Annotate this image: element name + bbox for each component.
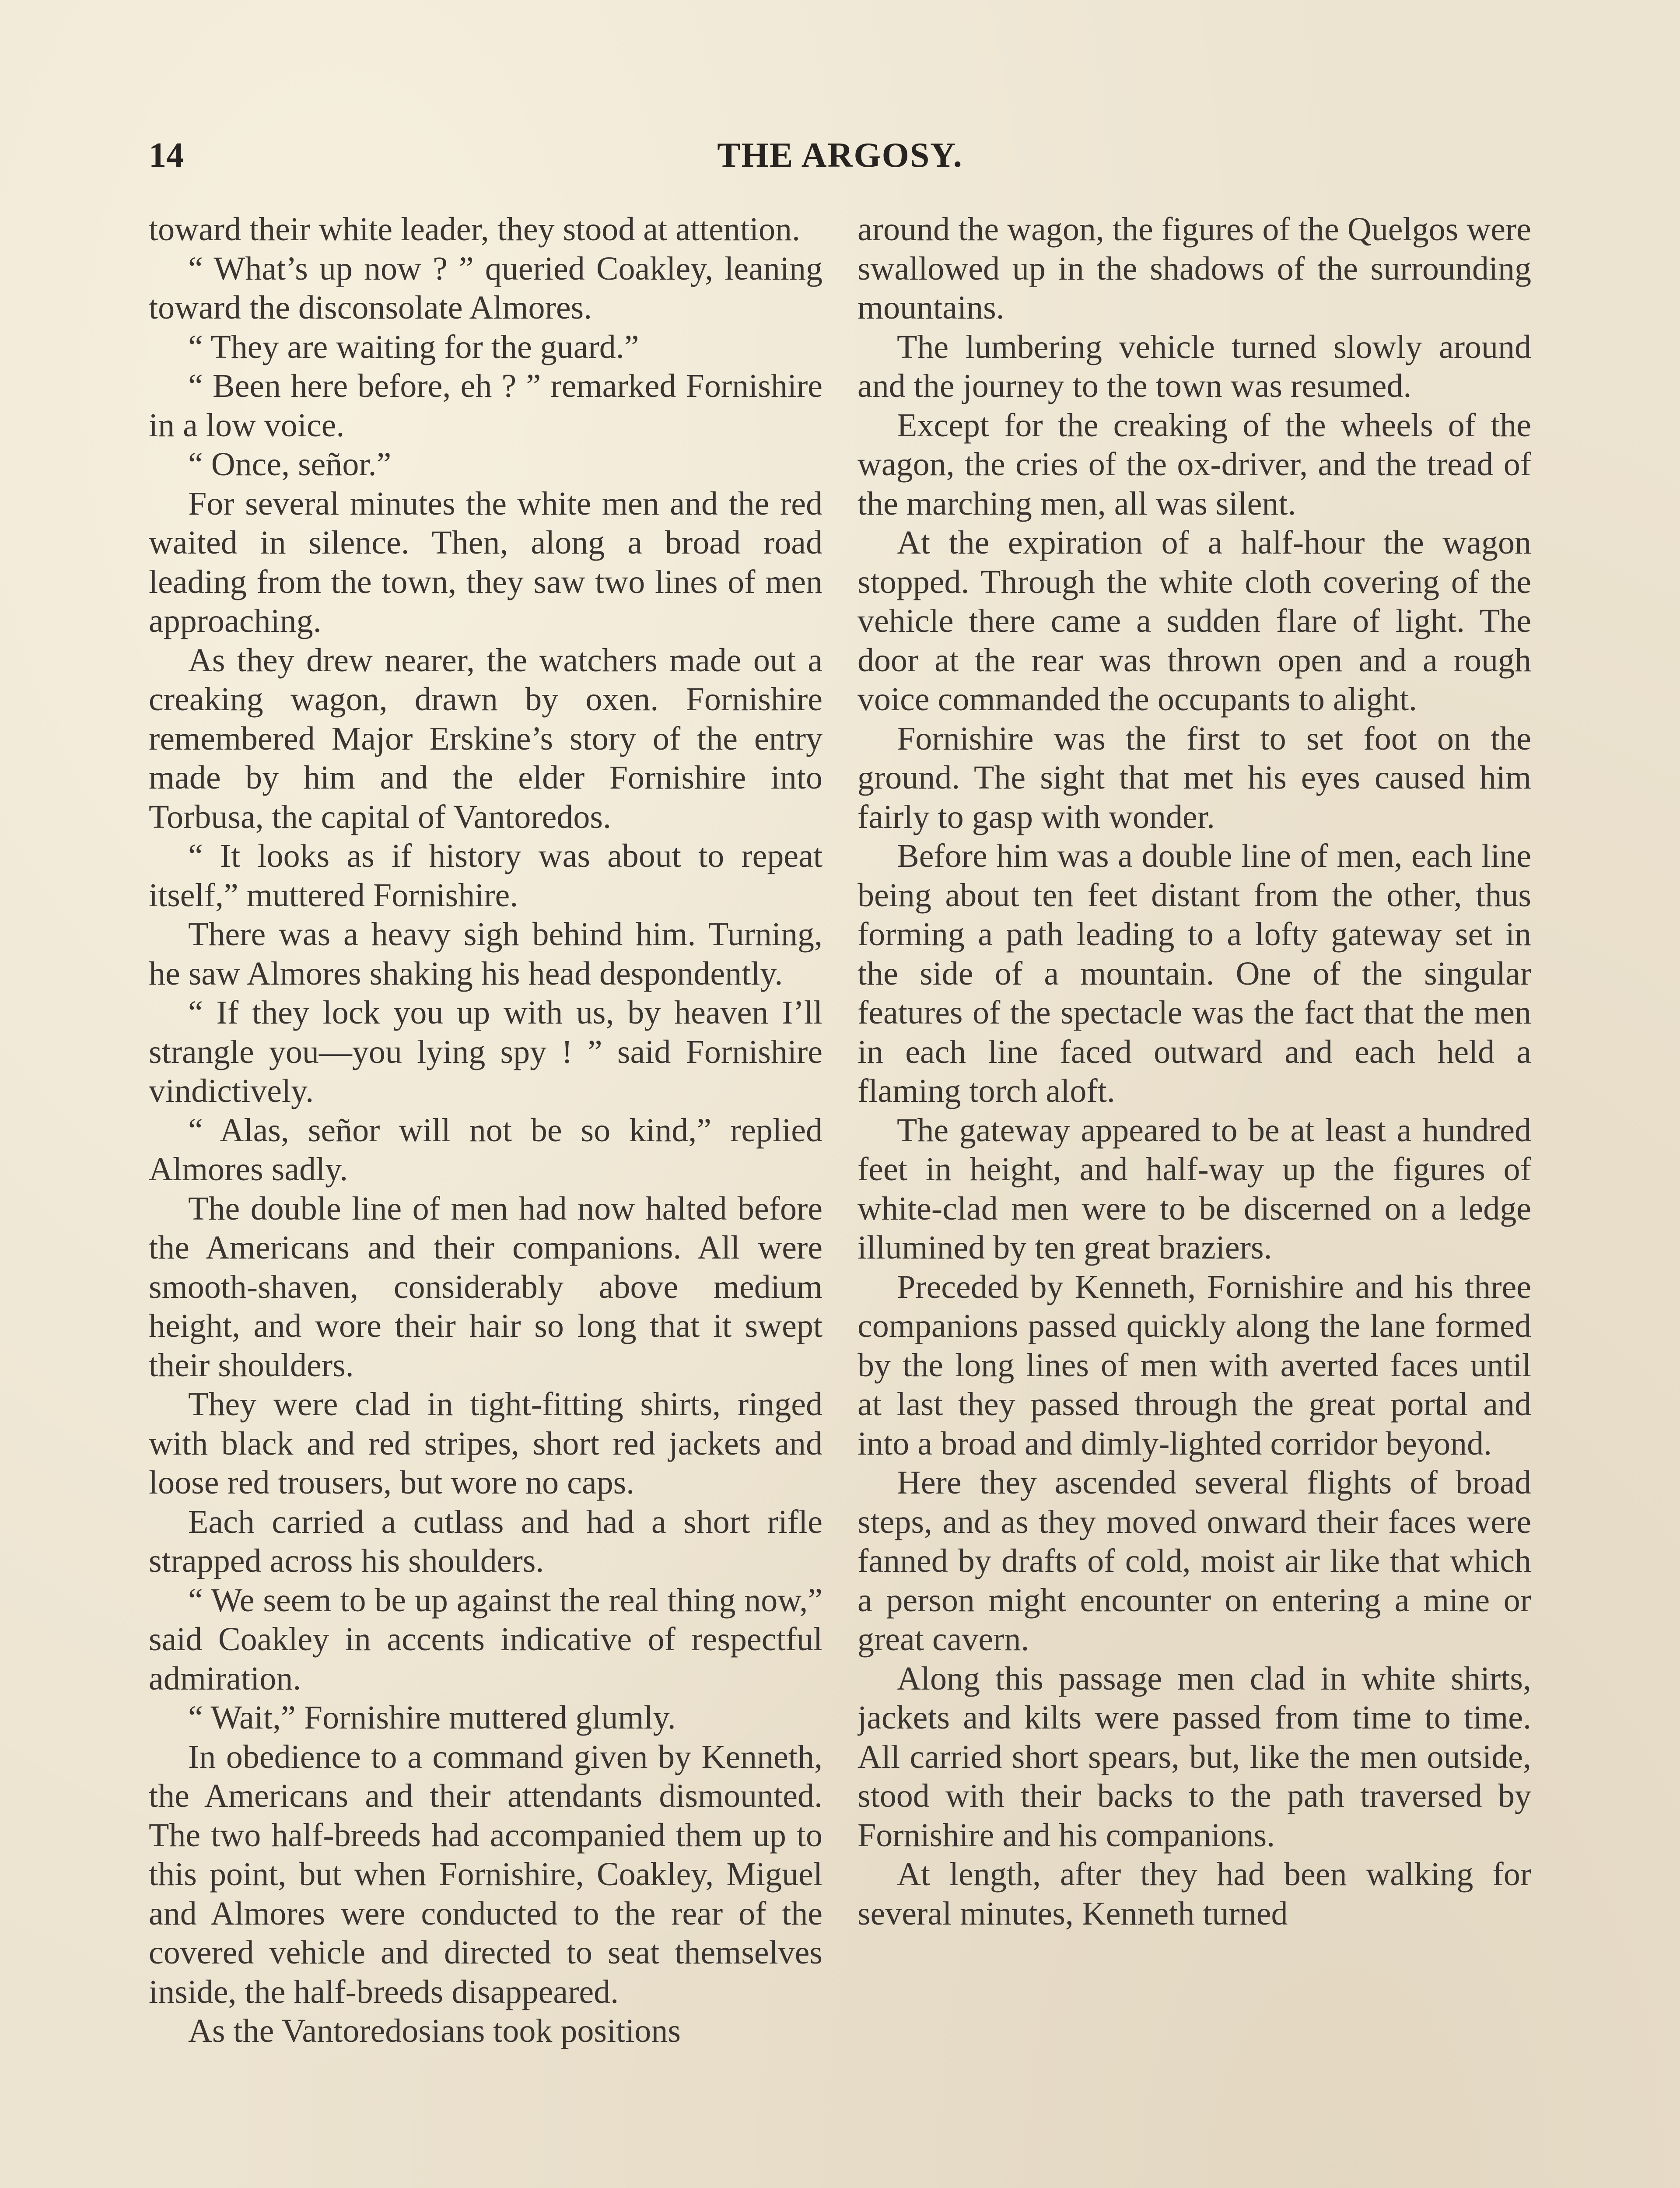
- paragraph: “ Once, señor.”: [188, 446, 392, 483]
- paragraph: “ We seem to be up against the real thing now,” said Coakley in accents indicative of respectful admiration.: [149, 1581, 822, 1697]
- page-header: [149, 131, 1531, 179]
- paragraph: around the wagon, the figures of the Quelgos were swallowed up in the shadows of the surrounding mountains.: [858, 211, 1531, 326]
- paragraph: There was a heavy sigh behind him. Turning, he saw Almores shaking his head despondently.: [149, 916, 822, 992]
- paragraph: Each carried a cutlass and had a short rifle strapped across his shoulders.: [149, 1503, 822, 1579]
- paragraph: The gateway appeared to be at least a hundred feet in height, and half-way up the figures of white-clad men were to be discerned on a ledge illumined by ten great braziers.: [858, 1112, 1531, 1266]
- paragraph: As they drew nearer, the watchers made out a creaking wagon, drawn by oxen. Fornishire remembered Major Erskine’s story of the entry made by him and the elder Fornishire into Torbusa, the capital of Vantoredos.: [149, 642, 822, 835]
- paragraph: “ Wait,” Fornishire muttered glumly.: [188, 1699, 676, 1736]
- paragraph: “ They are waiting for the guard.”: [188, 328, 639, 365]
- right-column: [858, 210, 1531, 2188]
- paragraph: “ Alas, señor will not be so kind,” replied Almores sadly.: [149, 1112, 822, 1188]
- paragraph: Before him was a double line of men, each line being about ten feet distant from the other, thus forming a path leading to a lofty gateway set in the side of a mountain. One of the singular features of the spectacle was the fact that the men in each line faced outward and each held a flaming torch aloft.: [858, 838, 1531, 1109]
- paragraph: At the expiration of a half-hour the wagon stopped. Through the white cloth covering of the vehicle there came a sudden flare of light. The door at the rear was thrown open and a rough voice commanded the occupants to alight.: [858, 524, 1531, 718]
- paragraph: They were clad in tight-fitting shirts, ringed with black and red stripes, short red jackets and loose red trousers, but wore no caps.: [149, 1386, 822, 1501]
- paragraph: The double line of men had now halted before the Americans and their companions. All were smooth-shaven, considerably above medium height, and wore their hair so long that it swept their shoulders.: [149, 1190, 822, 1384]
- page-number: 14: [149, 136, 184, 175]
- left-column: [149, 210, 822, 2188]
- paragraph: Except for the creaking of the wheels of the wagon, the cries of the ox-driver, and the tread of the marching men, all was silent.: [858, 407, 1531, 522]
- running-title: THE ARGOSY.: [717, 136, 963, 175]
- paragraph: Along this passage men clad in white shirts, jackets and kilts were passed from time to time. All carried short spears, but, like the men outside, stood with their backs to the path traversed by Fornishire and his companions.: [858, 1660, 1531, 1854]
- paragraph: For several minutes the white men and the red waited in silence. Then, along a broad road leading from the town, they saw two lines of men approaching.: [149, 485, 822, 639]
- paragraph: “ If they lock you up with us, by heaven I’ll strangle you—you lying spy ! ” said Fornishire vindictively.: [149, 994, 822, 1109]
- paragraph: “ What’s up now ? ” queried Coakley, leaning toward the disconsolate Almores.: [149, 250, 822, 326]
- paragraph: Here they ascended several flights of broad steps, and as they moved onward their faces were fanned by drafts of cold, moist air like that which a person might encounter on entering a mine or great cavern.: [858, 1464, 1531, 1658]
- paragraph: “ Been here before, eh ? ” remarked Fornishire in a low voice.: [149, 368, 822, 444]
- paragraph: In obedience to a command given by Kenneth, the Americans and their attendants dismounted. The two half-breeds had accompanied them up to this point, but when Fornishire, Coakley, Miguel and Almores were conducted to the rear of the covered vehicle and directed to seat themselves inside, the half-breeds disappeared.: [149, 1738, 822, 2010]
- paragraph: Preceded by Kenneth, Fornishire and his three companions passed quickly along the lane formed by the long lines of men with averted faces until at last they passed through the great portal and into a broad and dimly-lighted corridor beyond.: [858, 1268, 1531, 1462]
- paragraph: toward their white leader, they stood at attention.: [149, 211, 801, 248]
- paragraph: Fornishire was the first to set foot on the ground. The sight that met his eyes caused him fairly to gasp with wonder.: [858, 720, 1531, 835]
- paragraph: The lumbering vehicle turned slowly around and the journey to the town was resumed.: [858, 328, 1531, 404]
- paragraph: As the Vantoredosians took positions: [188, 2013, 681, 2049]
- paragraph: “ It looks as if history was about to repeat itself,” muttered Fornishire.: [149, 838, 822, 914]
- paragraph: At length, after they had been walking for several minutes, Kenneth turned: [858, 1856, 1531, 1932]
